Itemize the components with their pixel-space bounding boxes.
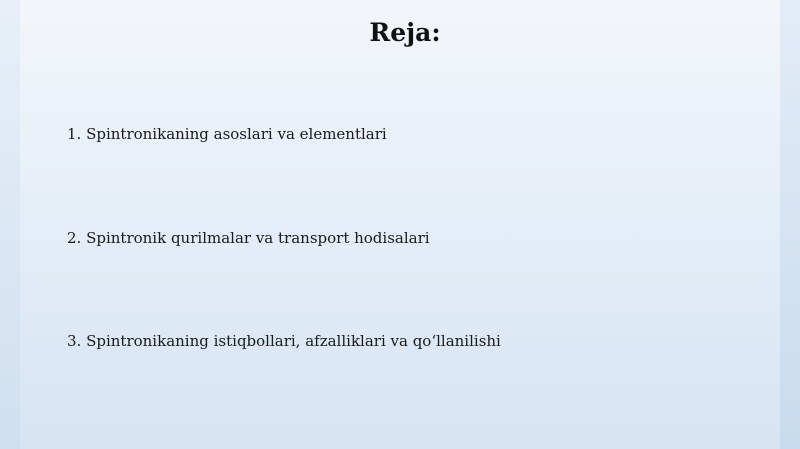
slide-left-edge (0, 0, 20, 449)
plan-item-2: 2. Spintronik qurilmalar va transport hodisalari (67, 229, 430, 247)
plan-item-1: 1. Spintronikaning asoslari va elementlari (67, 125, 387, 143)
plan-item-3: 3. Spintronikaning istiqbollari, afzalliklari va qo‘llanilishi (67, 332, 501, 350)
slide-title: Reja: (369, 18, 441, 47)
slide-right-edge (780, 0, 800, 449)
